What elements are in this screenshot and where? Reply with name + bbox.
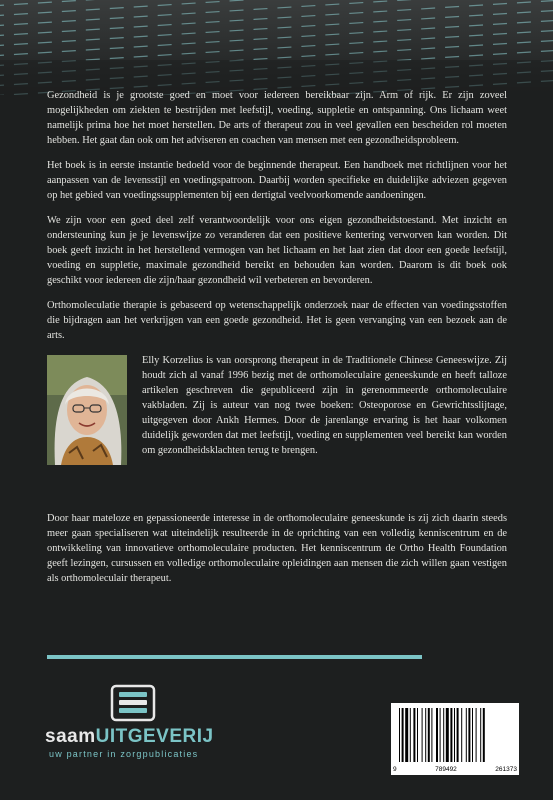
author-block	[47, 353, 507, 501]
paragraph-responsibility: We zijn voor een goed deel zelf verantwoordelijk voor ons eigen gezondheidstoestand. Met inzicht en ondersteuning kun je je levenswijze zo veranderen dat een positieve kentering verworven kan worden. Dit boek geeft inzicht in het herstellend vermogen van het lichaam en het laat zien dat door een goede leefstijl, voeding en suppletie, maximale gezondheid bereikt en behouden kan worden. Daarom is dit boek ook geschikt voor iedereen die zijn/haar gezondheid wil verbeteren en bevorderen.	[47, 215, 507, 286]
accent-divider	[47, 655, 422, 659]
paragraph-book-purpose: Het boek is in eerste instantie bedoeld voor de beginnende therapeut. Een handboek met richtlijnen voor het aanpassen van de levensstijl en voedingspatroon. Daarbij worden specifieke en duidelijke adviezen gegeven op het gebied van voedingssupplementen bij een dertigtal veelvoorkomende aandoeningen.	[47, 160, 507, 201]
author-bio: Elly Korzelius is van oorsprong therapeut in de Traditionele Chinese Geneeswijze. Zij houdt zich al vanaf 1996 bezig met de orthomoleculaire geneeskunde en heeft talloze artikelen geschreven die gepubliceerd zijn in gerenommeerde orthomoleculaire vakbladen. Zij is auteur van nog twee boeken: Osteoporose en Gewrichtsslijtage, uitgegeven door Ankh Hermes. Door de jarenlange ervaring is het haar volkomen duidelijk geworden dat met leefstijl, voeding en supplementen veel bereikt kan worden om gezondheidsklachten terug te brengen.	[142, 355, 507, 456]
back-cover-text	[47, 88, 507, 596]
barcode-digit-lead: 9	[393, 766, 397, 773]
paragraph-closing: Door haar mateloze en gepassioneerde interesse in de orthomoleculaire geneeskunde is zij zich daarin steeds meer gaan specialiseren wat uiteindelijk resulteerde in de oprichting van een volledig kenniscentrum en de ontwikkeling van innovatieve orthomoleculaire producten. Het kenniscentrum de Ortho Health Foundation geeft lezingen, cursussen en volledige orthomoleculaire opleidingen aan mensen die zich willen gaan vestigen als orthomoleculair therapeut.	[47, 513, 507, 584]
paragraph-orthomolecular: Orthomoleculatie therapie is gebaseerd op wetenschappelijk onderzoek naar de effecten van voedingsstoffen die bijdragen aan het verkrijgen van een goede gezondheid. Het is geen vervanging van een bezoek aan de arts.	[47, 300, 507, 341]
barcode-digits	[393, 766, 517, 773]
isbn-barcode	[391, 703, 519, 775]
paragraph-health: Gezondheid is je grootste goed en moet voor iedereen bereikbaar zijn. Arm of rijk. Er zijn zoveel mogelijkheden om ziekten te bestrijden met leefstijl, voeding, suppletie en ontspanning. Ons lichaam weet namelijk prima hoe het moet herstellen. De arts of therapeut zou in veel gevallen een bescheiden rol moeten hebben. Het gaat dan ook om het adviseren en coachen van mensen met een gezondheidsprobleem.	[47, 90, 507, 146]
publisher-name	[45, 726, 214, 748]
barcode-group-1: 789492	[435, 766, 457, 773]
barcode-group-2: 261373	[495, 766, 517, 773]
publisher-logo	[45, 684, 235, 764]
author-photo	[47, 355, 127, 465]
book-stack-icon	[110, 684, 156, 722]
publisher-name-part1: saam	[45, 726, 96, 747]
publisher-name-part2: UITGEVERIJ	[95, 726, 214, 747]
barcode-bars	[399, 708, 511, 762]
publisher-tagline: uw partner in zorgpublicaties	[49, 749, 199, 759]
top-decorative-pattern	[0, 0, 553, 95]
